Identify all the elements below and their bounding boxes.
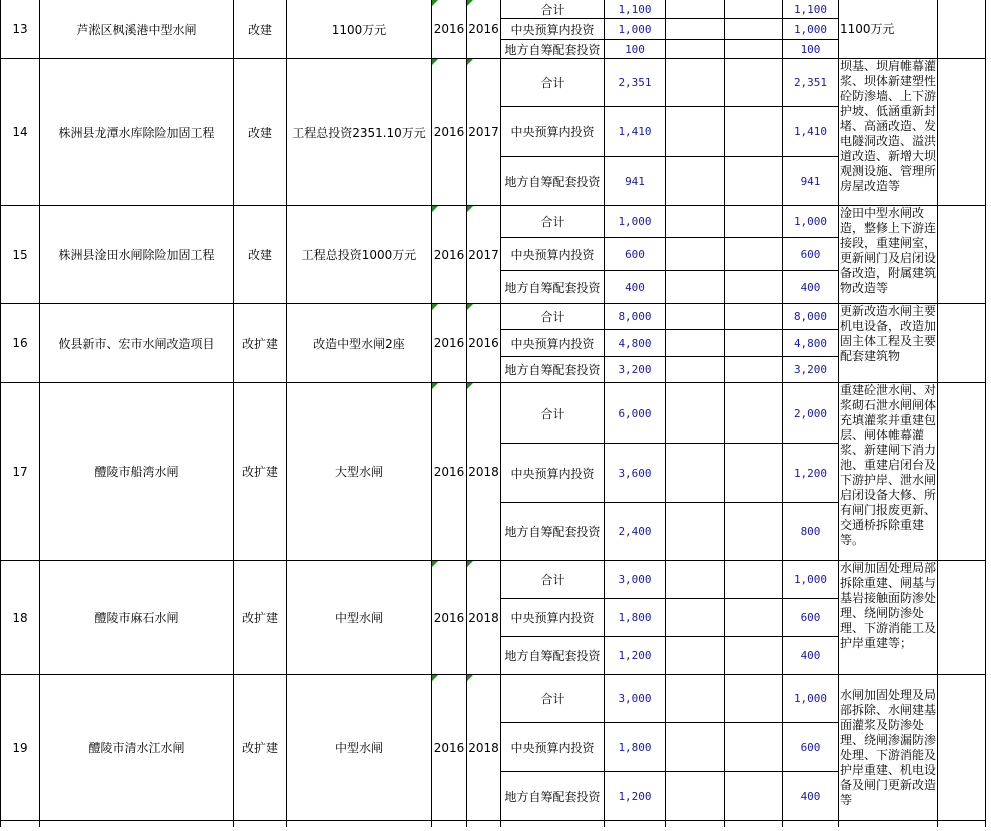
construction-content: 水闸加固处理局部拆除重建、闸基与基岩接触面防渗处理、绕闸防渗处理、下游消能工及护岸重建等； <box>839 561 938 675</box>
annual-investment: 1,000 <box>783 561 839 599</box>
construction-scale: 大型水闸 <box>287 383 432 561</box>
investment-type-label: 合计 <box>501 0 605 19</box>
investment-type-label: 地方自筹配套投资 <box>501 637 605 675</box>
start-year: 2016 <box>432 59 467 206</box>
remark-cell <box>938 206 986 304</box>
empty-cell <box>725 637 783 675</box>
empty-cell <box>666 157 725 206</box>
empty-cell <box>666 444 725 503</box>
investment-type-label: 中央预算内投资 <box>501 330 605 357</box>
construction-type: 改建 <box>234 59 287 206</box>
project-number: 17 <box>1 383 40 561</box>
investment-type-label: 中央预算内投资 <box>501 238 605 271</box>
table-row <box>1 383 986 444</box>
empty-cell <box>666 821 725 827</box>
investment-amount: 1,100 <box>605 0 666 19</box>
empty-cell <box>725 561 783 599</box>
empty-cell <box>666 675 725 723</box>
investment-amount: 6,000 <box>605 383 666 444</box>
annual-investment: 1,000 <box>783 675 839 723</box>
investment-type-label: 中央预算内投资 <box>501 107 605 157</box>
table-row <box>1 675 986 723</box>
empty-cell <box>725 0 783 19</box>
construction-type: 改扩建 <box>234 675 287 821</box>
annual-investment: 2,000 <box>783 383 839 444</box>
table-row <box>1 206 986 238</box>
empty-cell <box>666 304 725 330</box>
end-year: 2016 <box>467 304 501 383</box>
investment-amount: 8,000 <box>605 304 666 330</box>
annual-investment: 1,000 <box>783 19 839 40</box>
investment-amount: 1,200 <box>605 637 666 675</box>
end-year: 2018 <box>467 383 501 561</box>
investment-amount: 1,000 <box>605 206 666 238</box>
investment-amount: 941 <box>605 157 666 206</box>
construction-content: 重建砼泄水闸、对浆砌石泄水闸闸体充填灌浆并重建包层、闸体帷幕灌浆、新建闸下消力池、重建启闭台及下游护岸、泄水闸启闭设备大修、所有闸门报废更新、交通桥拆除重建等。 <box>839 383 938 561</box>
end-year: 2017 <box>467 206 501 304</box>
construction-scale: 中型水闸 <box>287 561 432 675</box>
empty-cell <box>725 238 783 271</box>
end-year: 2018 <box>467 675 501 821</box>
annual-investment: 3,200 <box>783 357 839 383</box>
annual-investment: 2,351 <box>783 59 839 107</box>
empty-cell <box>432 821 467 827</box>
empty-cell <box>666 561 725 599</box>
empty-cell <box>725 107 783 157</box>
project-name: 株洲县淦田水闸除险加固工程 <box>40 206 234 304</box>
empty-cell <box>666 357 725 383</box>
investment-amount: 1,200 <box>605 772 666 821</box>
construction-type: 改扩建 <box>234 383 287 561</box>
remark-cell <box>938 304 986 383</box>
empty-cell <box>666 772 725 821</box>
annual-investment: 600 <box>783 723 839 772</box>
empty-cell <box>725 206 783 238</box>
annual-investment: 400 <box>783 271 839 304</box>
investment-amount: 1,800 <box>605 723 666 772</box>
project-name: 芦淞区枫溪港中型水闸 <box>40 0 234 59</box>
start-year: 2016 <box>432 206 467 304</box>
project-name: 醴陵市船湾水闸 <box>40 383 234 561</box>
remark-cell <box>938 0 986 59</box>
construction-content: 淦田中型水闸改造，整修上下游连接段，重建闸室，更新闸门及启闭设备改造，附属建筑物改造等 <box>839 206 938 304</box>
construction-content: 水闸加固处理及局部拆除、水闸建基面灌浆及防渗处理、绕闸渗漏防渗处理、下游消能及护岸重建、机电设备及闸门更新改造等 <box>839 675 938 821</box>
empty-cell <box>725 330 783 357</box>
investment-type-label: 中央预算内投资 <box>501 19 605 40</box>
annual-investment: 1,200 <box>783 444 839 503</box>
investment-type-label: 合计 <box>501 383 605 444</box>
investment-amount: 2,351 <box>605 59 666 107</box>
annual-investment: 4,800 <box>783 330 839 357</box>
empty-cell <box>287 821 432 827</box>
annual-investment: 800 <box>783 503 839 561</box>
empty-cell <box>725 772 783 821</box>
table-row <box>1 821 986 827</box>
investment-type-label: 合计 <box>501 561 605 599</box>
empty-cell <box>666 19 725 40</box>
annual-investment: 1,410 <box>783 107 839 157</box>
empty-cell <box>725 59 783 107</box>
empty-cell <box>725 821 783 827</box>
end-year: 2017 <box>467 59 501 206</box>
start-year: 2016 <box>432 0 467 59</box>
empty-cell <box>666 0 725 19</box>
investment-type-label: 合计 <box>501 675 605 723</box>
investment-type-label: 合计 <box>501 59 605 107</box>
investment-amount: 3,600 <box>605 444 666 503</box>
table-row <box>1 0 986 19</box>
empty-cell <box>938 821 986 827</box>
investment-amount: 4,800 <box>605 330 666 357</box>
investment-type-label: 地方自筹配套投资 <box>501 157 605 206</box>
remark-cell <box>938 59 986 206</box>
project-number: 14 <box>1 59 40 206</box>
project-name: 攸县新市、宏市水闸改造项目 <box>40 304 234 383</box>
empty-cell <box>783 821 839 827</box>
construction-type: 改扩建 <box>234 561 287 675</box>
investment-amount: 3,200 <box>605 357 666 383</box>
project-number: 13 <box>1 0 40 59</box>
empty-cell <box>666 637 725 675</box>
empty-cell <box>666 206 725 238</box>
construction-scale: 工程总投资1000万元 <box>287 206 432 304</box>
empty-cell <box>501 821 605 827</box>
project-number: 19 <box>1 675 40 821</box>
investment-amount: 100 <box>605 40 666 59</box>
construction-scale: 改造中型水闸2座 <box>287 304 432 383</box>
project-name: 醴陵市清水江水闸 <box>40 675 234 821</box>
empty-cell <box>666 107 725 157</box>
empty-cell <box>666 503 725 561</box>
construction-type: 改扩建 <box>234 304 287 383</box>
construction-scale: 1100万元 <box>287 0 432 59</box>
investment-amount: 600 <box>605 238 666 271</box>
end-year: 2016 <box>467 0 501 59</box>
empty-cell <box>666 238 725 271</box>
remark-cell <box>938 675 986 821</box>
investment-type-label: 中央预算内投资 <box>501 599 605 637</box>
empty-cell <box>725 19 783 40</box>
empty-cell <box>725 157 783 206</box>
investment-amount: 3,000 <box>605 675 666 723</box>
construction-content: 更新改造水闸主要机电设备，改造加固主体工程及主要配套建筑物 <box>839 304 938 383</box>
investment-type-label: 中央预算内投资 <box>501 723 605 772</box>
empty-cell <box>1 821 40 827</box>
start-year: 2016 <box>432 383 467 561</box>
annual-investment: 1,000 <box>783 206 839 238</box>
empty-cell <box>725 271 783 304</box>
investment-amount: 3,000 <box>605 561 666 599</box>
empty-cell <box>666 383 725 444</box>
investment-amount: 400 <box>605 271 666 304</box>
table-row <box>1 561 986 599</box>
empty-cell <box>725 675 783 723</box>
project-number: 15 <box>1 206 40 304</box>
construction-content: 坝基、坝肩帷幕灌浆、坝体新建塑性砼防渗墙、上下游护坡、低涵重新封堵、高涵改造、发电隧洞改造、溢洪道改造、新增大坝观测设施、管理所房屋改造等 <box>839 59 938 206</box>
investment-amount: 2,400 <box>605 503 666 561</box>
empty-cell <box>666 271 725 304</box>
empty-cell <box>725 383 783 444</box>
project-name: 醴陵市麻石水闸 <box>40 561 234 675</box>
empty-cell <box>725 40 783 59</box>
project-number: 18 <box>1 561 40 675</box>
annual-investment: 600 <box>783 599 839 637</box>
empty-cell <box>666 40 725 59</box>
empty-cell <box>234 821 287 827</box>
empty-cell <box>725 444 783 503</box>
investment-type-label: 合计 <box>501 304 605 330</box>
remark-cell <box>938 383 986 561</box>
project-number: 16 <box>1 304 40 383</box>
project-name: 株洲县龙潭水库除险加固工程 <box>40 59 234 206</box>
construction-type: 改建 <box>234 206 287 304</box>
empty-cell <box>725 723 783 772</box>
empty-cell <box>725 357 783 383</box>
empty-cell <box>666 599 725 637</box>
annual-investment: 400 <box>783 772 839 821</box>
annual-investment: 400 <box>783 637 839 675</box>
start-year: 2016 <box>432 561 467 675</box>
empty-cell <box>666 723 725 772</box>
investment-type-label: 地方自筹配套投资 <box>501 271 605 304</box>
investment-type-label: 地方自筹配套投资 <box>501 503 605 561</box>
end-year: 2018 <box>467 561 501 675</box>
empty-cell <box>605 821 666 827</box>
annual-investment: 8,000 <box>783 304 839 330</box>
construction-scale: 中型水闸 <box>287 675 432 821</box>
empty-cell <box>40 821 234 827</box>
empty-cell <box>725 304 783 330</box>
annual-investment: 1,100 <box>783 0 839 19</box>
empty-cell <box>666 59 725 107</box>
annual-investment: 100 <box>783 40 839 59</box>
investment-amount: 1,410 <box>605 107 666 157</box>
investment-type-label: 中央预算内投资 <box>501 444 605 503</box>
investment-type-label: 地方自筹配套投资 <box>501 357 605 383</box>
empty-cell <box>839 821 938 827</box>
investment-type-label: 地方自筹配套投资 <box>501 40 605 59</box>
annual-investment: 600 <box>783 238 839 271</box>
start-year: 2016 <box>432 675 467 821</box>
table-row <box>1 59 986 107</box>
investment-amount: 1,000 <box>605 19 666 40</box>
table-row <box>1 304 986 330</box>
construction-scale: 工程总投资2351.10万元 <box>287 59 432 206</box>
empty-cell <box>725 503 783 561</box>
remark-cell <box>938 561 986 675</box>
empty-cell <box>725 599 783 637</box>
empty-cell <box>467 821 501 827</box>
construction-type: 改建 <box>234 0 287 59</box>
construction-content: 1100万元 <box>839 0 938 59</box>
start-year: 2016 <box>432 304 467 383</box>
annual-investment: 941 <box>783 157 839 206</box>
investment-type-label: 合计 <box>501 206 605 238</box>
investment-type-label: 地方自筹配套投资 <box>501 772 605 821</box>
empty-cell <box>666 330 725 357</box>
investment-amount: 1,800 <box>605 599 666 637</box>
